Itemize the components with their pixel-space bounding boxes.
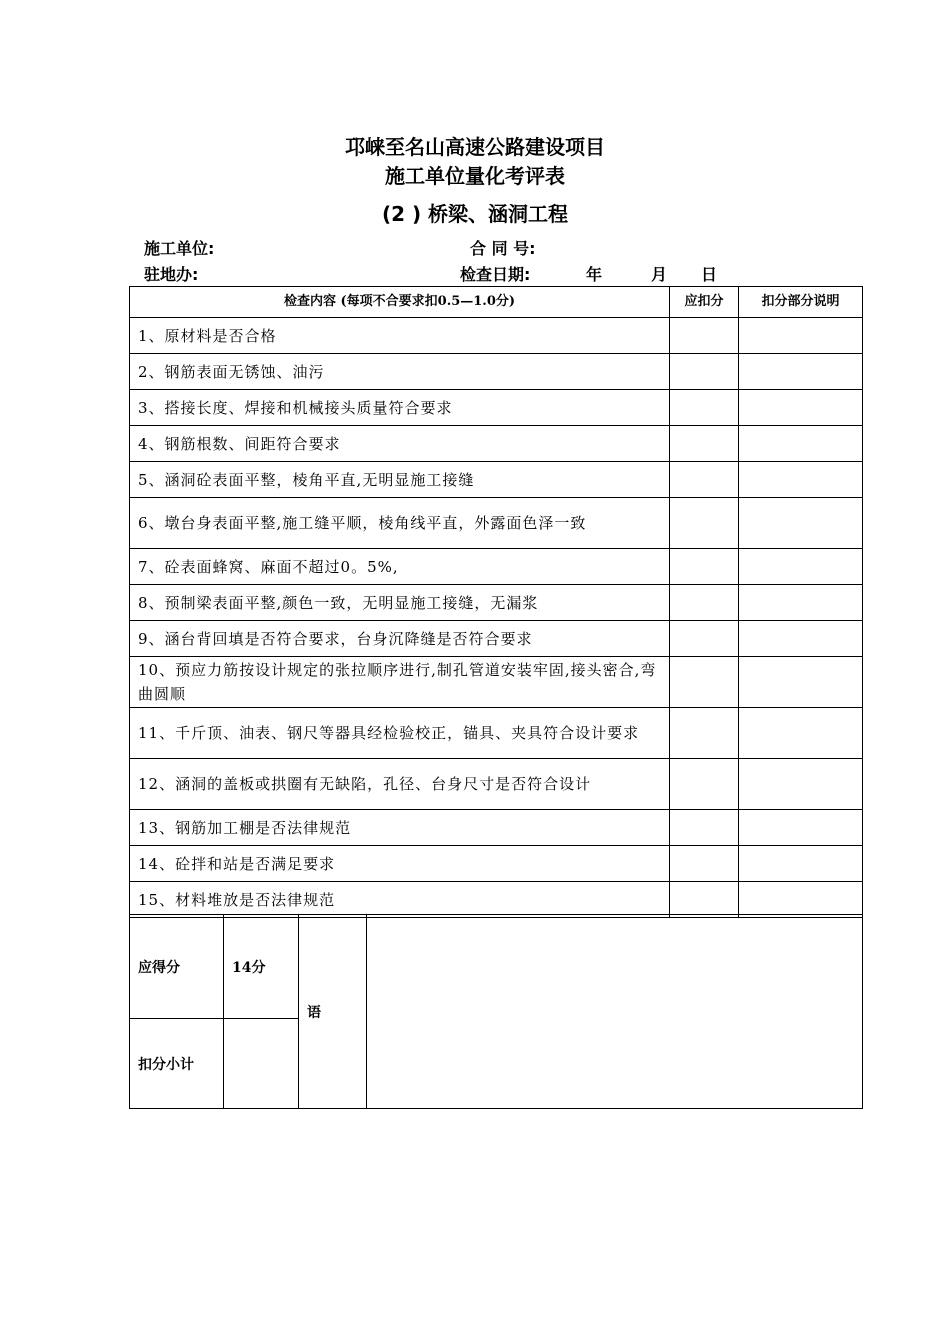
table-row xyxy=(130,462,863,498)
item-text: 8、预制梁表面平整,颜色一致，无明显施工接缝，无漏浆 xyxy=(130,585,670,621)
resident-office-label: 驻地办: xyxy=(144,265,199,284)
note-cell[interactable] xyxy=(739,462,863,498)
table-row xyxy=(130,621,863,657)
note-cell[interactable] xyxy=(739,882,863,918)
contract-number-label: 合 同 号: xyxy=(470,239,536,258)
date-month-label: 月 xyxy=(651,265,668,284)
item-text: 5、涵洞砼表面平整，棱角平直,无明显施工接缝 xyxy=(130,462,670,498)
note-cell[interactable] xyxy=(739,657,863,708)
deduct-cell[interactable] xyxy=(670,426,739,462)
header-deduct: 应扣分 xyxy=(670,287,739,318)
table-row xyxy=(130,390,863,426)
note-cell[interactable] xyxy=(739,708,863,759)
table-header-row xyxy=(130,287,863,318)
form-title: 施工单位量化考评表 xyxy=(385,164,565,188)
deduct-cell[interactable] xyxy=(670,318,739,354)
table-row xyxy=(130,708,863,759)
should-score-value: 14分 xyxy=(224,915,299,1019)
header-note: 扣分部分说明 xyxy=(739,287,863,318)
comment-area[interactable] xyxy=(367,915,863,1109)
item-text: 14、砼拌和站是否满足要求 xyxy=(130,846,670,882)
table-row xyxy=(130,657,863,708)
inspection-date-label: 检查日期: xyxy=(460,265,531,284)
note-cell[interactable] xyxy=(739,810,863,846)
inspection-table xyxy=(129,286,863,918)
table-row xyxy=(130,426,863,462)
header-content: 检查内容 (每项不合要求扣0.5—1.0分) xyxy=(130,287,670,318)
construction-unit-label: 施工单位: xyxy=(144,239,215,258)
date-day-label: 日 xyxy=(701,265,718,284)
comment-label: 语 xyxy=(299,915,367,1109)
deduct-cell[interactable] xyxy=(670,846,739,882)
item-text: 1、原材料是否合格 xyxy=(130,318,670,354)
note-cell[interactable] xyxy=(739,621,863,657)
note-cell[interactable] xyxy=(739,549,863,585)
deduct-cell[interactable] xyxy=(670,708,739,759)
score-summary-table xyxy=(129,914,863,1109)
deduct-cell[interactable] xyxy=(670,462,739,498)
item-text: 13、钢筋加工棚是否法律规范 xyxy=(130,810,670,846)
item-text: 4、钢筋根数、间距符合要求 xyxy=(130,426,670,462)
note-cell[interactable] xyxy=(739,498,863,549)
item-text: 10、预应力筋按设计规定的张拉顺序进行,制孔管道安装牢固,接头密合,弯曲圆顺 xyxy=(130,657,670,708)
item-text: 9、涵台背回填是否符合要求，台身沉降缝是否符合要求 xyxy=(130,621,670,657)
date-year-label: 年 xyxy=(586,265,603,284)
note-cell[interactable] xyxy=(739,426,863,462)
table-row xyxy=(130,318,863,354)
table-row xyxy=(130,846,863,882)
table-row xyxy=(130,810,863,846)
deduct-cell[interactable] xyxy=(670,759,739,810)
note-cell[interactable] xyxy=(739,585,863,621)
item-text: 6、墩台身表面平整,施工缝平顺，棱角线平直，外露面色泽一致 xyxy=(130,498,670,549)
item-text: 12、涵洞的盖板或拱圈有无缺陷，孔径、台身尺寸是否符合设计 xyxy=(130,759,670,810)
item-text: 15、材料堆放是否法律规范 xyxy=(130,882,670,918)
note-cell[interactable] xyxy=(739,390,863,426)
item-text: 7、砼表面蜂窝、麻面不超过0。5%, xyxy=(130,549,670,585)
deduct-cell[interactable] xyxy=(670,810,739,846)
table-row xyxy=(130,498,863,549)
deduct-cell[interactable] xyxy=(670,657,739,708)
note-cell[interactable] xyxy=(739,759,863,810)
item-text: 11、千斤顶、油表、钢尺等器具经检验校正，锚具、夹具符合设计要求 xyxy=(130,708,670,759)
project-title: 邛崃至名山高速公路建设项目 xyxy=(345,135,605,159)
table-row xyxy=(130,549,863,585)
table-row xyxy=(130,759,863,810)
deduct-cell[interactable] xyxy=(670,390,739,426)
deduct-cell[interactable] xyxy=(670,354,739,390)
note-cell[interactable] xyxy=(739,846,863,882)
item-text: 2、钢筋表面无锈蚀、油污 xyxy=(130,354,670,390)
item-text: 3、搭接长度、焊接和机械接头质量符合要求 xyxy=(130,390,670,426)
should-score-label: 应得分 xyxy=(130,915,224,1019)
deduct-cell[interactable] xyxy=(670,549,739,585)
deduct-cell[interactable] xyxy=(670,621,739,657)
table-row xyxy=(130,585,863,621)
deduct-cell[interactable] xyxy=(670,585,739,621)
note-cell[interactable] xyxy=(739,318,863,354)
section-title: (2 ) 桥梁、涵洞工程 xyxy=(381,202,569,226)
deduct-cell[interactable] xyxy=(670,882,739,918)
table-row xyxy=(130,882,863,918)
deduct-cell[interactable] xyxy=(670,498,739,549)
deduct-subtotal-label: 扣分小计 xyxy=(130,1019,224,1109)
deduct-subtotal-value[interactable] xyxy=(224,1019,299,1109)
note-cell[interactable] xyxy=(739,354,863,390)
table-row xyxy=(130,354,863,390)
